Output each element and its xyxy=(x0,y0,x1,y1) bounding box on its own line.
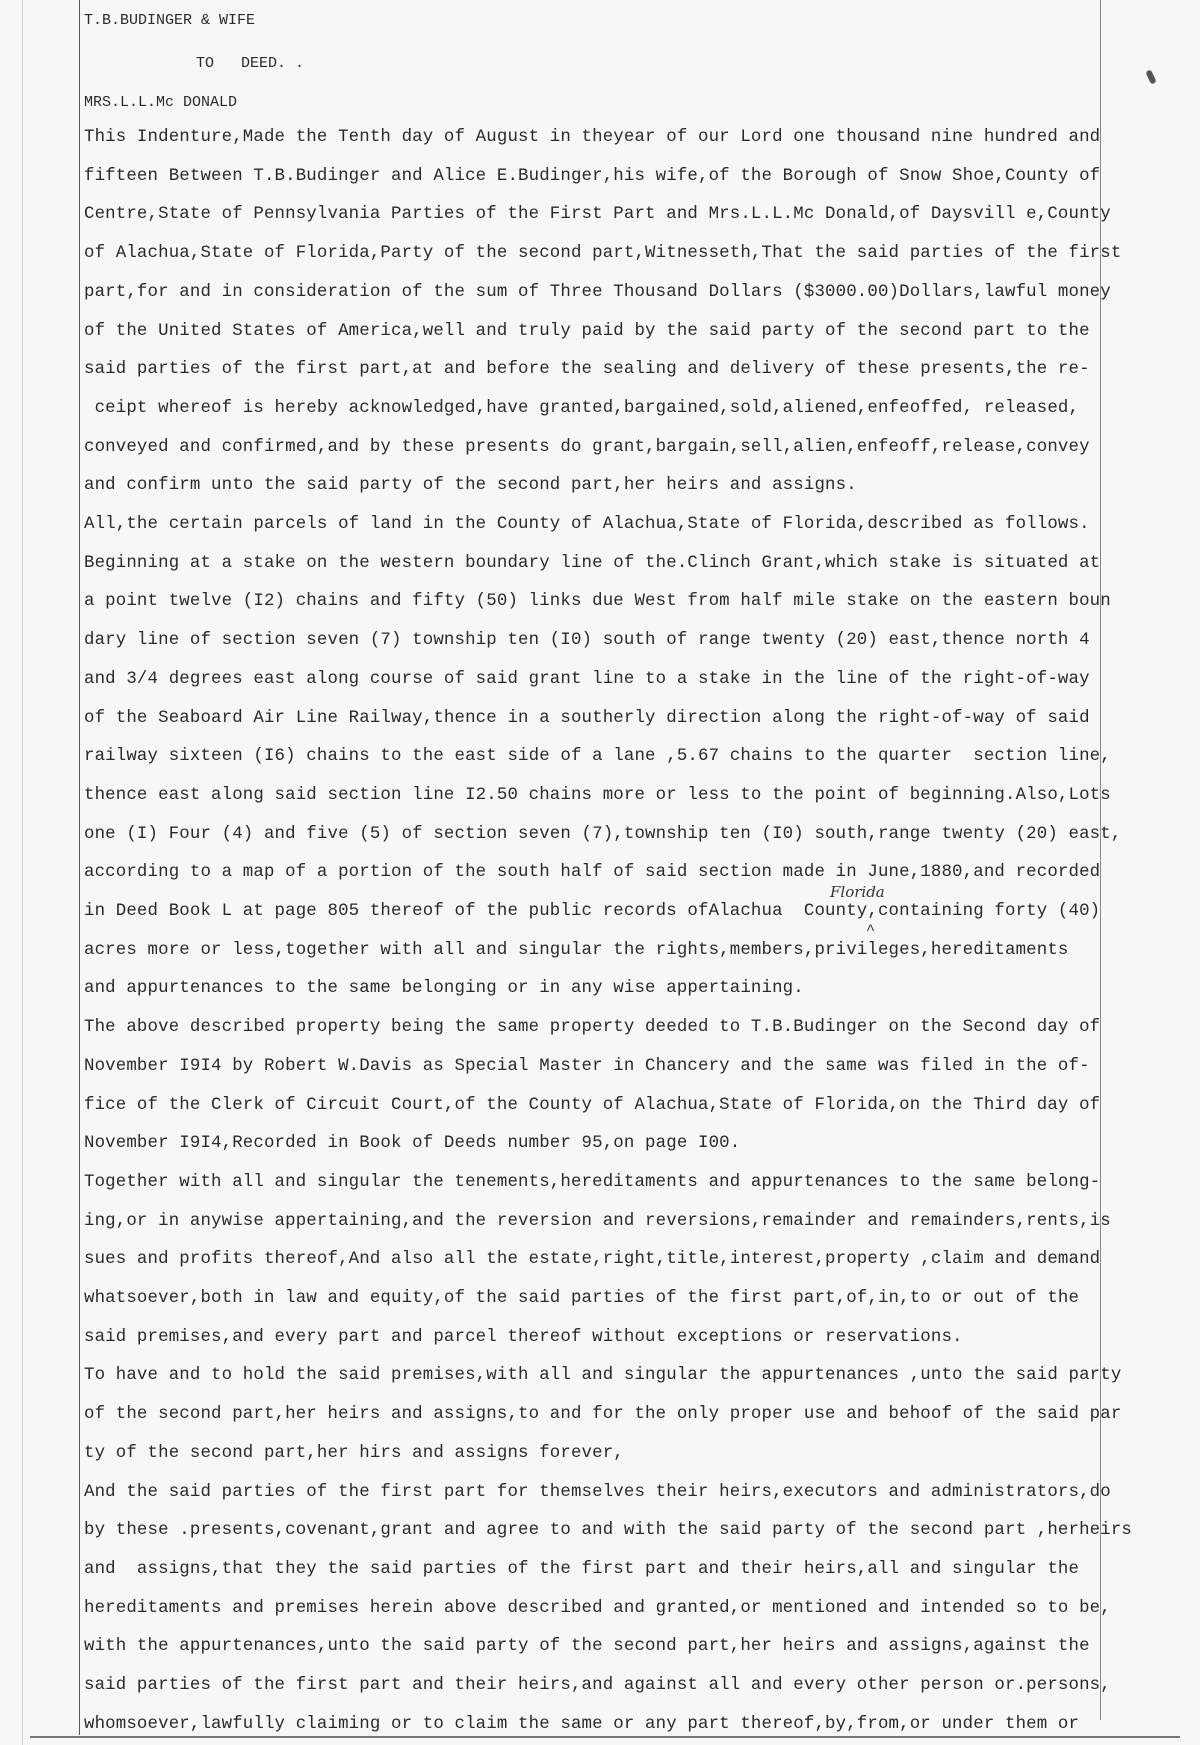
deed-text-line: ing,or in anywise appertaining,and the reversion and reversions,remainder and remainders,rents,is xyxy=(84,1211,1111,1231)
deed-text-line: by these .presents,covenant,grant and agree to and with the said party of the second part ,herheirs xyxy=(84,1521,1133,1541)
deed-text-line: conveyed and confirmed,and by these presents do grant,bargain,sell,alien,enfeoff,release,convey xyxy=(84,437,1090,457)
deed-text-line: whomsoever,lawfully claiming or to claim the same or any part thereof,by,from,or under them or xyxy=(84,1714,1080,1734)
deed-text-line: All,the certain parcels of land in the County of Alachua,State of Florida,described as follows. xyxy=(84,515,1090,534)
deed-text-line: November I9I4,Recorded in Book of Deeds number 95,on page I00. xyxy=(84,1134,741,1154)
deed-text-line: And the said parties of the first part for themselves their heirs,executors and administrators,do xyxy=(84,1482,1111,1502)
deed-text-line: dary line of section seven (7) township ten (I0) south of range twenty (20) east,thence north 4 xyxy=(84,631,1090,651)
deed-text-line: part,for and in consideration of the sum of Three Thousand Dollars ($3000.00)Dollars,lawful money xyxy=(84,282,1111,302)
deed-text-line: ceipt whereof is hereby acknowledged,have granted,bargained,sold,aliened,enfeoffed, released, xyxy=(84,398,1080,418)
left-margin-rule xyxy=(79,0,80,1735)
deed-text-line: Beginning at a stake on the western boundary line of the.Clinch Grant,which stake is situated at xyxy=(84,553,1101,573)
deed-text-line: one (I) Four (4) and five (5) of section seven (7),township ten (I0) south,range twenty (20) east, xyxy=(84,824,1122,844)
deed-text-line: fifteen Between T.B.Budinger and Alice E.Budinger,his wife,of the Borough of Snow Shoe,County of xyxy=(84,166,1101,186)
deed-text-line: of the second part,her heirs and assigns,to and for the only proper use and behoof of the said par xyxy=(84,1405,1122,1425)
deed-text-line: November I9I4 by Robert W.Davis as Special Master in Chancery and the same was filed in the of- xyxy=(84,1056,1090,1076)
deed-text-line: railway sixteen (I6) chains to the east side of a lane ,5.67 chains to the quarter section line, xyxy=(84,747,1111,767)
page-fold-line xyxy=(22,0,23,1745)
deed-text-line: sues and profits thereof,And also all the estate,right,title,interest,property ,claim and demand xyxy=(84,1250,1101,1270)
deed-text-line: thence east along said section line I2.50 chains more or less to the point of beginning.Also,Lots xyxy=(84,785,1111,805)
handwritten-annotation: Florida xyxy=(830,883,885,901)
deed-text-line: said parties of the first part and their heirs,and against all and every other person or.persons, xyxy=(84,1676,1111,1695)
grantee-heading: MRS.L.L.Mc DONALD xyxy=(84,94,238,111)
deed-heading: TO DEED. . xyxy=(196,55,305,72)
deed-text-line: This Indenture,Made the Tenth day of August in theyear of our Lord one thousand nine hundred and xyxy=(84,128,1101,147)
deed-text-line: said premises,and every part and parcel thereof without exceptions or reservations. xyxy=(84,1327,963,1347)
deed-text-line: and assigns,that they the said parties of the first part and their heirs,all and singular the xyxy=(84,1559,1080,1579)
deed-text-line: a point twelve (I2) chains and fifty (50) links due West from half mile stake on the eastern boun xyxy=(84,592,1111,612)
deed-text-line: of the Seaboard Air Line Railway,thence in a southerly direction along the right-of-way of said xyxy=(84,708,1090,728)
deed-text-line: The above described property being the same property deeded to T.B.Budinger on the Second day of xyxy=(84,1018,1101,1038)
deed-text-line: said parties of the first part,at and before the sealing and delivery of these presents,the re- xyxy=(84,360,1090,380)
deed-text-line: and appurtenances to the same belonging or in any wise appertaining. xyxy=(84,979,804,999)
deed-text-line: ty of the second part,her hirs and assigns forever, xyxy=(84,1443,624,1463)
deed-text-line: acres more or less,together with all and singular the rights,members,privileges,hereditaments xyxy=(84,940,1069,960)
deed-text-line: fice of the Clerk of Circuit Court,of the County of Alachua,State of Florida,on the Third day of xyxy=(84,1095,1101,1115)
deed-text-line: Centre,State of Pennsylvania Parties of the First Part and Mrs.L.L.Mc Donald,of Daysvill e,County xyxy=(84,205,1111,225)
deed-text-line: To have and to hold the said premises,with all and singular the appurtenances ,unto the said party xyxy=(84,1366,1122,1386)
deed-text-line: with the appurtenances,unto the said party of the second part,her heirs and assigns,against the xyxy=(84,1637,1090,1657)
ink-mark xyxy=(1145,69,1156,84)
grantor-heading: T.B.BUDINGER & WIFE xyxy=(84,12,256,29)
deed-text-line: hereditaments and premises herein above described and granted,or mentioned and intended so to be, xyxy=(84,1598,1111,1618)
deed-text-line: of the United States of America,well and truly paid by the said party of the second part to the xyxy=(84,321,1090,341)
deed-text-line: of Alachua,State of Florida,Party of the second part,Witnesseth,That the said parties of the first xyxy=(84,244,1122,264)
deed-text-line: in Deed Book L at page 805 thereof of the public records ofAlachua County,containing forty (40) xyxy=(84,902,1101,921)
deed-text-line: Together with all and singular the tenements,hereditaments and appurtenances to the same belong- xyxy=(84,1172,1101,1192)
insertion-caret: ^ xyxy=(866,922,876,939)
deed-text-line: according to a map of a portion of the south half of said section made in June,1880,and recorded xyxy=(84,863,1101,883)
bottom-edge-rule xyxy=(30,1736,1180,1738)
deed-text-line: whatsoever,both in law and equity,of the said parties of the first part,of,in,to or out of the xyxy=(84,1289,1080,1308)
deed-text-line: and 3/4 degrees east along course of said grant line to a stake in the line of the right-of-way xyxy=(84,669,1090,689)
deed-text-line: and confirm unto the said party of the second part,her heirs and assigns. xyxy=(84,476,857,496)
